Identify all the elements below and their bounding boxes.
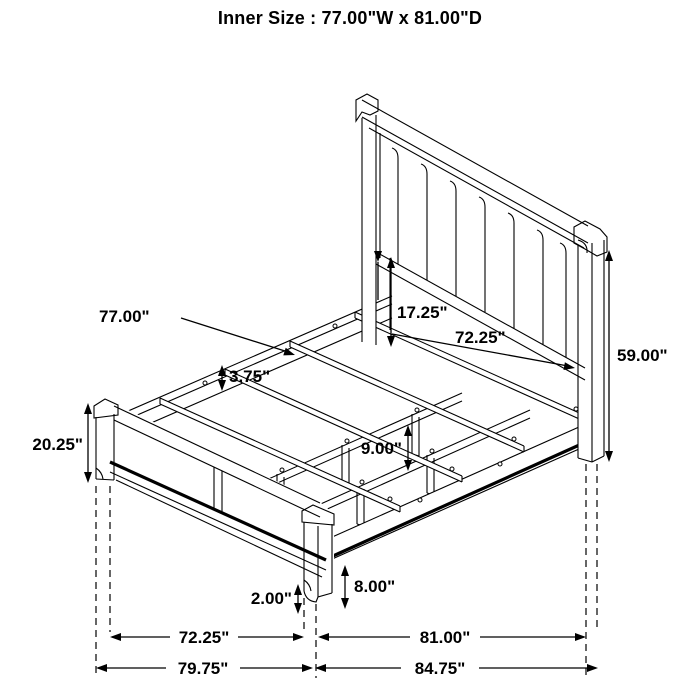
dim-overall-depth-label: 84.75" [414,659,466,678]
dim-side-rail-floor-clearance [341,565,395,609]
dim-overall-depth [315,659,598,678]
dim-rail-inner-length-label: 72.25" [455,328,506,347]
dim-footboard-height-label: 20.25" [32,435,83,454]
dim-footboard-inner-width [110,628,304,647]
dim-headboard-height-label: 59.00" [617,346,668,365]
dim-footboard-overall-width [96,659,313,678]
dim-footboard-height [32,403,92,483]
dim-inner-depth [318,628,586,647]
dim-side-rail-height-label: 3.75" [229,367,271,386]
dim-center-leg-height [361,425,412,471]
dim-inner-width-label: 77.00" [99,307,150,326]
dim-inner-width [99,307,295,355]
dim-headboard-panel-to-rail-label: 17.25" [397,303,448,322]
dim-footboard-floor-clearance-label: 2.00" [250,589,292,608]
footboard [94,399,334,602]
dim-footboard-inner-width-label: 72.25" [178,628,230,647]
dim-headboard-height [605,250,668,462]
dim-inner-depth-label: 81.00" [419,628,471,647]
page-title: Inner Size : 77.00"W x 81.00"D [217,8,483,28]
headboard [356,94,607,462]
dim-side-rail-floor-clearance-label: 8.00" [354,577,396,596]
dim-footboard-overall-width-label: 79.75" [177,659,229,678]
dim-center-leg-height-label: 9.00" [360,439,402,458]
dim-footboard-floor-clearance [251,584,302,614]
